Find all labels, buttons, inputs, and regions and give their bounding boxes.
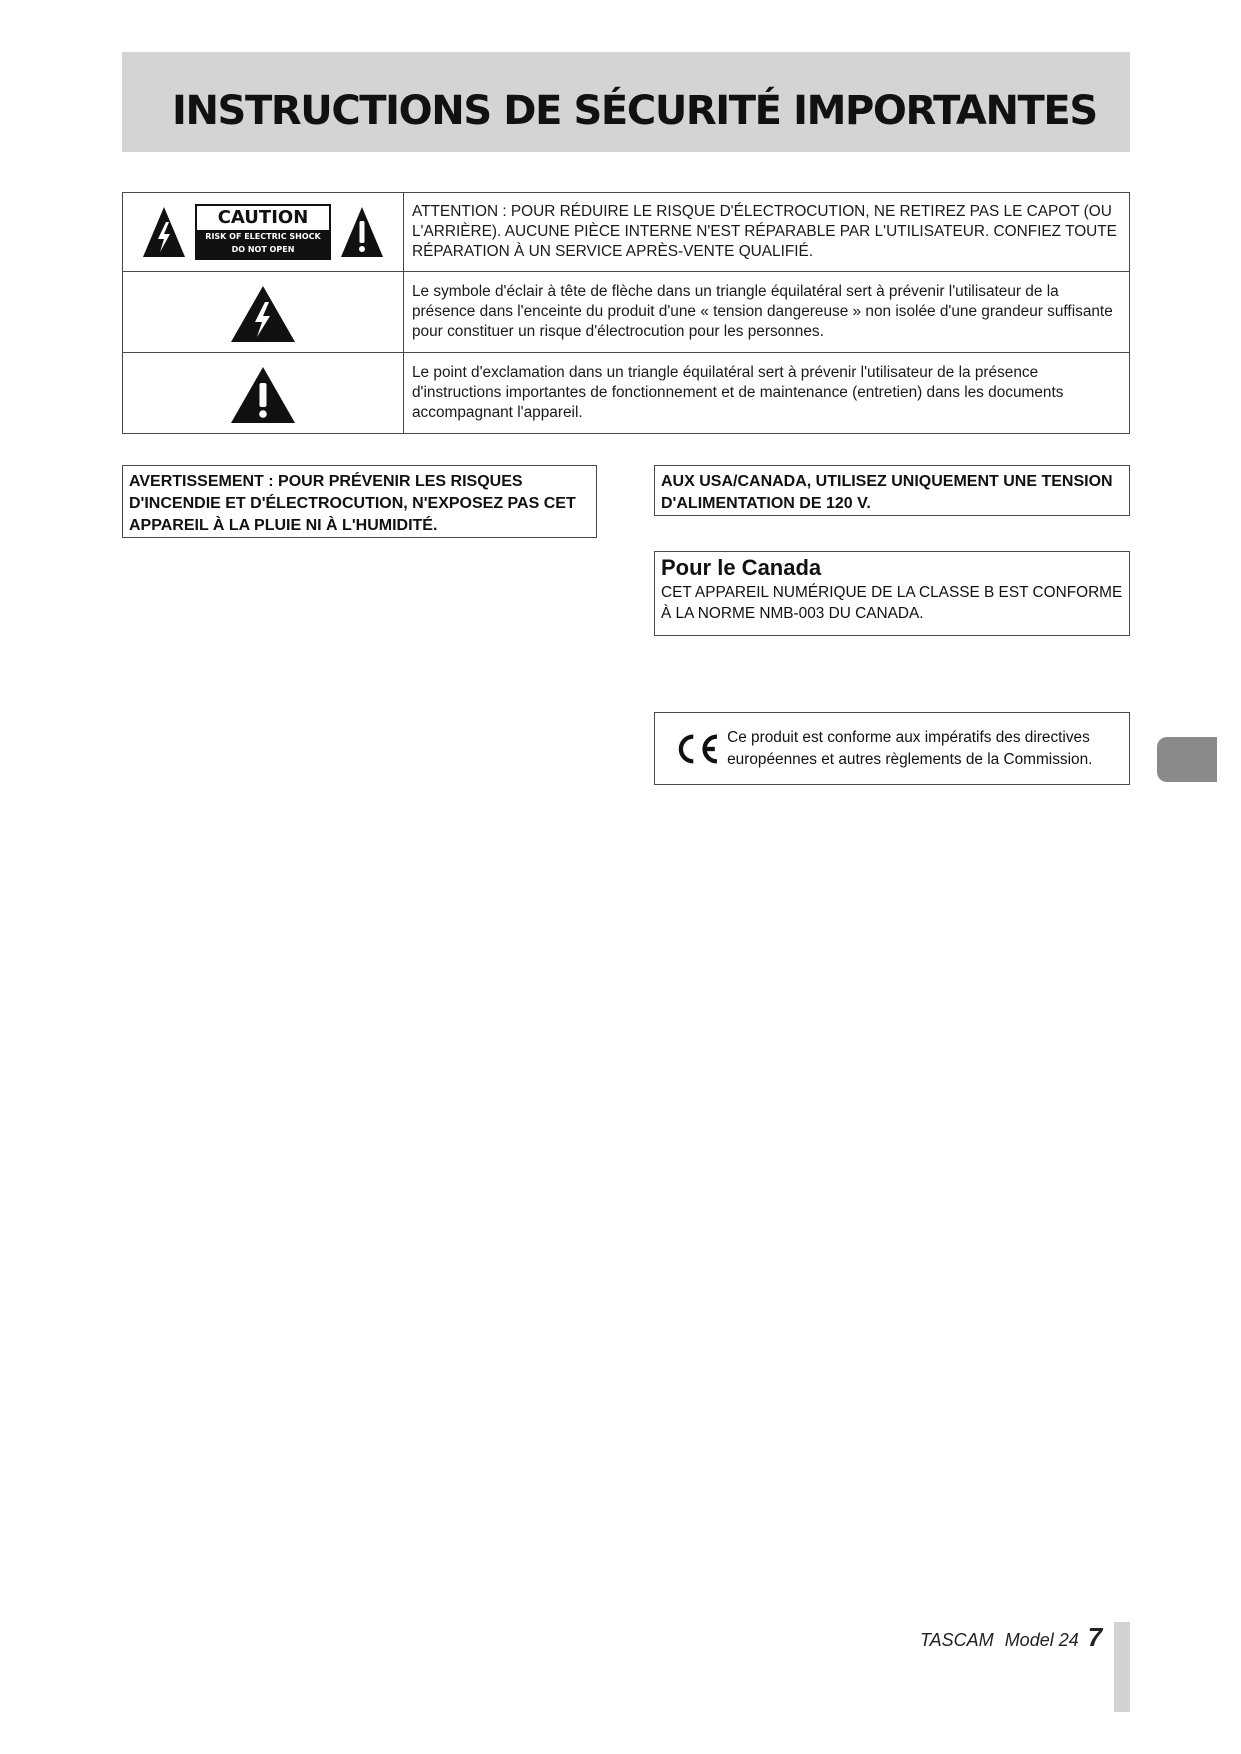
section-tab [1157,737,1217,782]
footer-brand: TASCAM [920,1630,994,1650]
warning-box [122,465,597,538]
warning-text: AVERTISSEMENT : POUR PRÉVENIR LES RISQUES D'INCENDIE ET D'ÉLECTROCUTION, N'EXPOSEZ PAS CET APPAREIL À LA PLUIE NI À L'HUMIDITÉ. [129,473,576,534]
lightning-warning-icon [229,284,297,344]
lightning-warning-icon [141,205,187,259]
safety-symbol-table [122,192,1130,434]
title-band [122,52,1130,152]
page-footer [920,1622,1102,1653]
voltage-box [654,465,1130,516]
table-row [123,272,1130,353]
table-row [123,193,1130,272]
footer-model: Model 24 [1004,1630,1079,1650]
exclamation-symbol-cell [123,353,404,434]
lightning-symbol-cell [123,272,404,353]
caution-label [195,204,331,260]
caution-sublabel-1: RISK OF ELECTRIC SHOCK [197,230,329,245]
caution-label-text: CAUTION [217,207,309,228]
caution-symbol-cell [123,193,404,272]
page-title: INSTRUCTIONS DE SÉCURITÉ IMPORTANTES [172,88,1097,134]
lightning-symbol-text: Le symbole d'éclair à tête de flèche dans un triangle équilatéral sert à prévenir l'utilisateur de la présence dans l'enceinte du produit d'une « tension dangereuse » non isolée d'une grandeur suffisante pour constituer un risque d'électrocution pour les personnes. [404,272,1130,353]
table-row [123,353,1130,434]
exclamation-warning-icon [229,365,297,425]
exclamation-warning-icon [339,205,385,259]
canada-text: CET APPAREIL NUMÉRIQUE DE LA CLASSE B EST CONFORME À LA NORME NMB-003 DU CANADA. [661,584,1123,622]
canada-heading: Pour le Canada [661,555,822,580]
page-number: 7 [1087,1622,1103,1652]
exclamation-symbol-text: Le point d'exclamation dans un triangle équilatéral sert à prévenir l'utilisateur de la présence d'instructions importantes de fonctionnement et de maintenance (entretien) dans les documents accompagnant l'appareil. [404,353,1130,434]
caution-text: ATTENTION : POUR RÉDUIRE LE RISQUE D'ÉLECTROCUTION, NE RETIREZ PAS LE CAPOT (OU L'ARRIÈRE). AUCUNE PIÈCE INTERNE N'EST RÉPARABLE PAR L'UTILISATEUR. CONFIEZ TOUTE RÉPARATION À UN SERVICE APRÈS-VENTE QUALIFIÉ. [404,193,1130,272]
canada-box [654,551,1130,636]
voltage-text: AUX USA/CANADA, UTILISEZ UNIQUEMENT UNE TENSION D'ALIMENTATION DE 120 V. [661,473,1113,512]
ce-box [654,712,1130,785]
footer-bar [1114,1622,1130,1712]
ce-text: Ce produit est conforme aux impératifs des directives européennes et autres règlements de la Commission. [727,728,1093,768]
caution-sublabel-2: DO NOT OPEN [197,245,329,258]
ce-mark-icon [675,718,719,780]
